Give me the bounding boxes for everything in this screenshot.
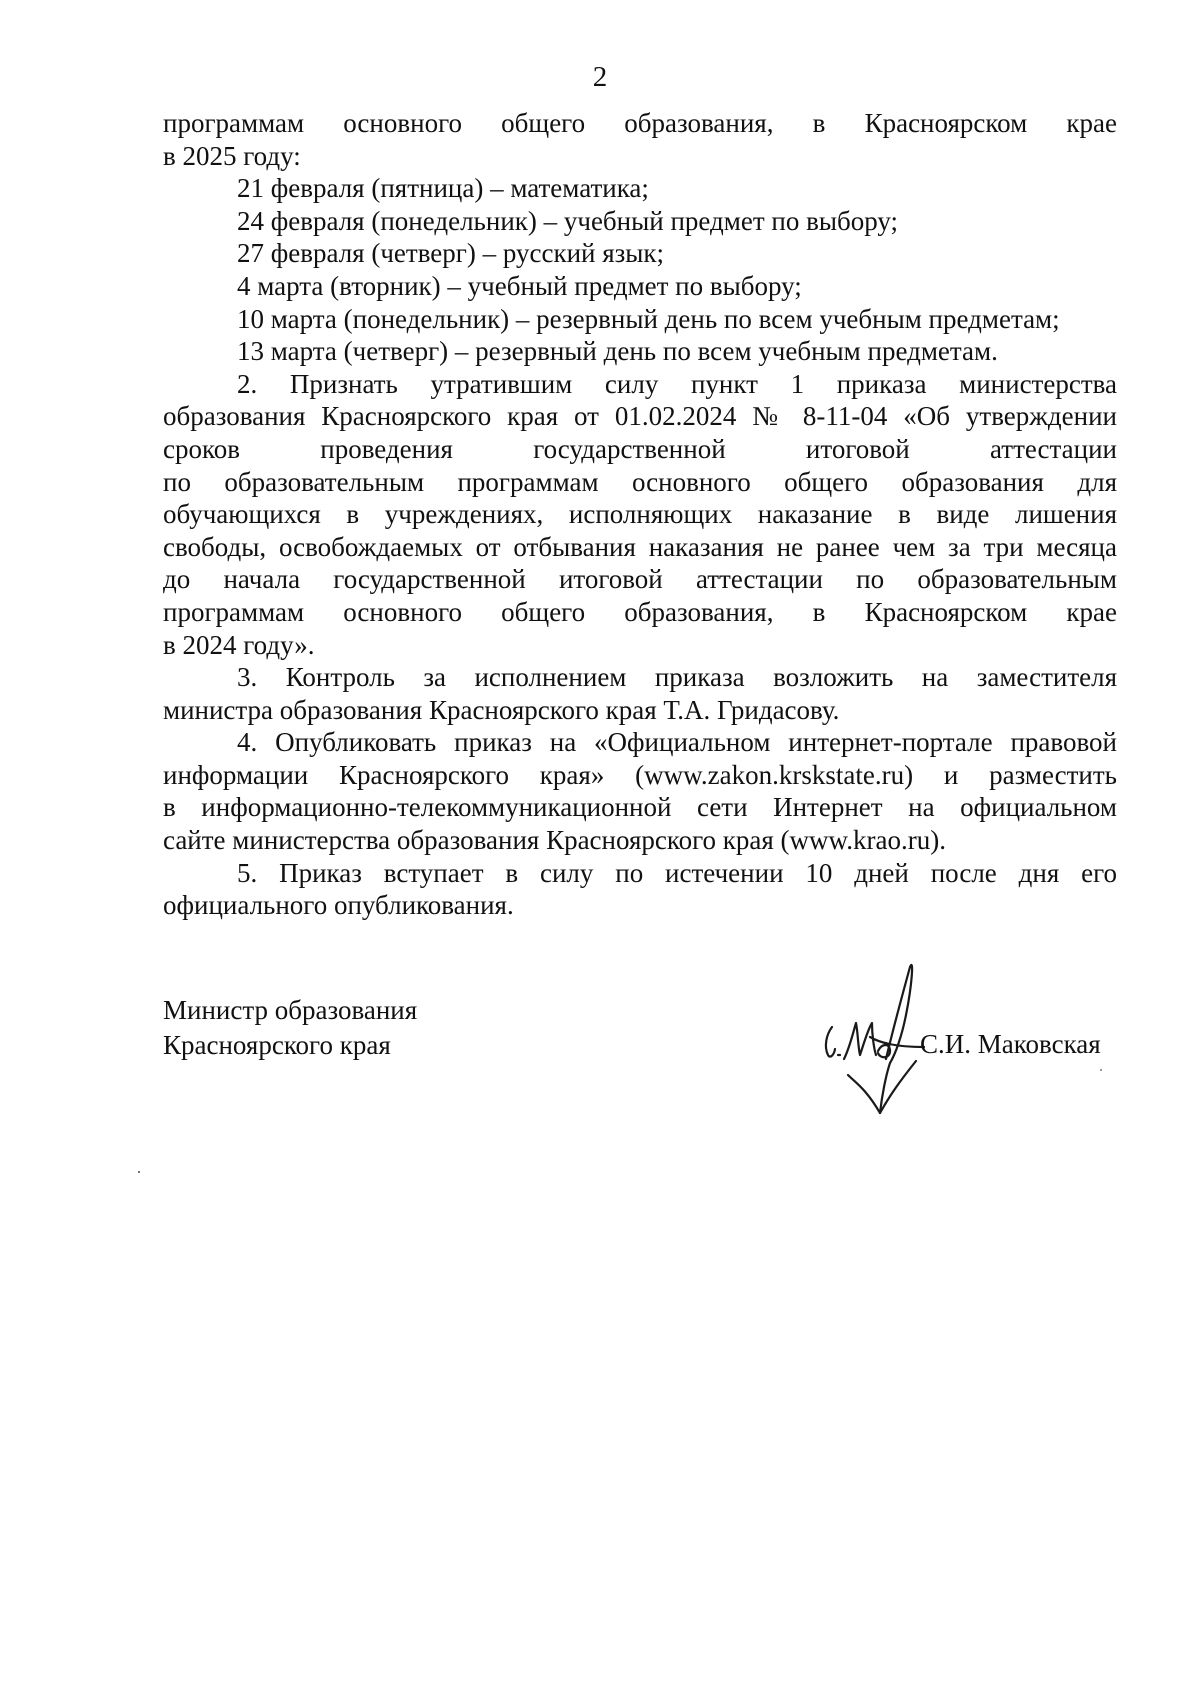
- text-line: 4. Опубликовать приказ на «Официальном интернет-портале правовой: [237, 727, 1117, 758]
- item-5-paragraph: [163, 857, 1117, 922]
- scan-speck: [1100, 1069, 1102, 1071]
- signatory-title-line: Красноярского края: [163, 1030, 391, 1060]
- text-line: 5. Приказ вступает в силу по истечении 10 дней после дня его: [237, 857, 1117, 888]
- text-line: образования Красноярского края от 01.02.2024 № 8-11-04 «Об утверждении: [163, 401, 1117, 432]
- text-line: 2. Признать утратившим силу пункт 1 приказа министерства: [237, 368, 1117, 399]
- text-line: программам основного общего образования, в Красноярском крае: [163, 108, 1117, 138]
- item-4-paragraph: [163, 726, 1117, 856]
- text-line: информации Красноярского края» (www.zakon.krskstate.ru) и разместить: [163, 759, 1117, 790]
- signatory-name: С.И. Маковская: [920, 1029, 1101, 1059]
- text-line: в 2025 году:: [163, 140, 301, 171]
- schedule-item: 10 марта (понедельник) – резервный день по всем учебным предметам;: [237, 303, 1060, 334]
- schedule-item: 27 февраля (четверг) – русский язык;: [237, 238, 665, 269]
- handwritten-signature: [820, 955, 930, 1115]
- text-line: министра образования Красноярского края Т.А. Гридасову.: [163, 694, 840, 725]
- text-line: программам основного общего образования, в Красноярском крае: [163, 596, 1117, 627]
- schedule-item: 21 февраля (пятница) – математика;: [237, 173, 649, 204]
- signatory-title: [163, 993, 417, 1063]
- schedule-item: 13 марта (четверг) – резервный день по всем учебным предметам.: [237, 336, 998, 367]
- text-line: сроков проведения государственной итоговой аттестации: [163, 433, 1117, 464]
- item-2-paragraph: [163, 368, 1117, 661]
- text-line: по образовательным программам основного общего образования для: [163, 466, 1117, 497]
- text-line: свободы, освобождаемых от отбывания наказания не ранее чем за три месяца: [163, 531, 1117, 562]
- signatory-title-line: Министр образования: [163, 995, 418, 1025]
- schedule-item: 4 марта (вторник) – учебный предмет по выбору;: [237, 270, 802, 301]
- item-3-paragraph: [163, 661, 1117, 726]
- page-number: 2: [592, 61, 608, 93]
- text-line: 3. Контроль за исполнением приказа возложить на заместителя: [237, 662, 1117, 693]
- text-line: до начала государственной итоговой аттестации по образовательным: [163, 564, 1117, 595]
- document-body: [163, 107, 1117, 922]
- scan-speck: [138, 1171, 140, 1173]
- text-line: в информационно-телекоммуникационной сети Интернет на официальном: [163, 792, 1117, 823]
- text-line: официального опубликования.: [163, 890, 514, 921]
- intro-paragraph: [163, 107, 1117, 172]
- text-line: сайте министерства образования Красноярского края (www.krao.ru).: [163, 825, 946, 856]
- exam-schedule-list: [163, 172, 1117, 368]
- text-line: обучающихся в учреждениях, исполняющих наказание в виде лишения: [163, 499, 1117, 530]
- text-line: в 2024 году».: [163, 629, 315, 660]
- schedule-item: 24 февраля (понедельник) – учебный предмет по выбору;: [237, 205, 899, 236]
